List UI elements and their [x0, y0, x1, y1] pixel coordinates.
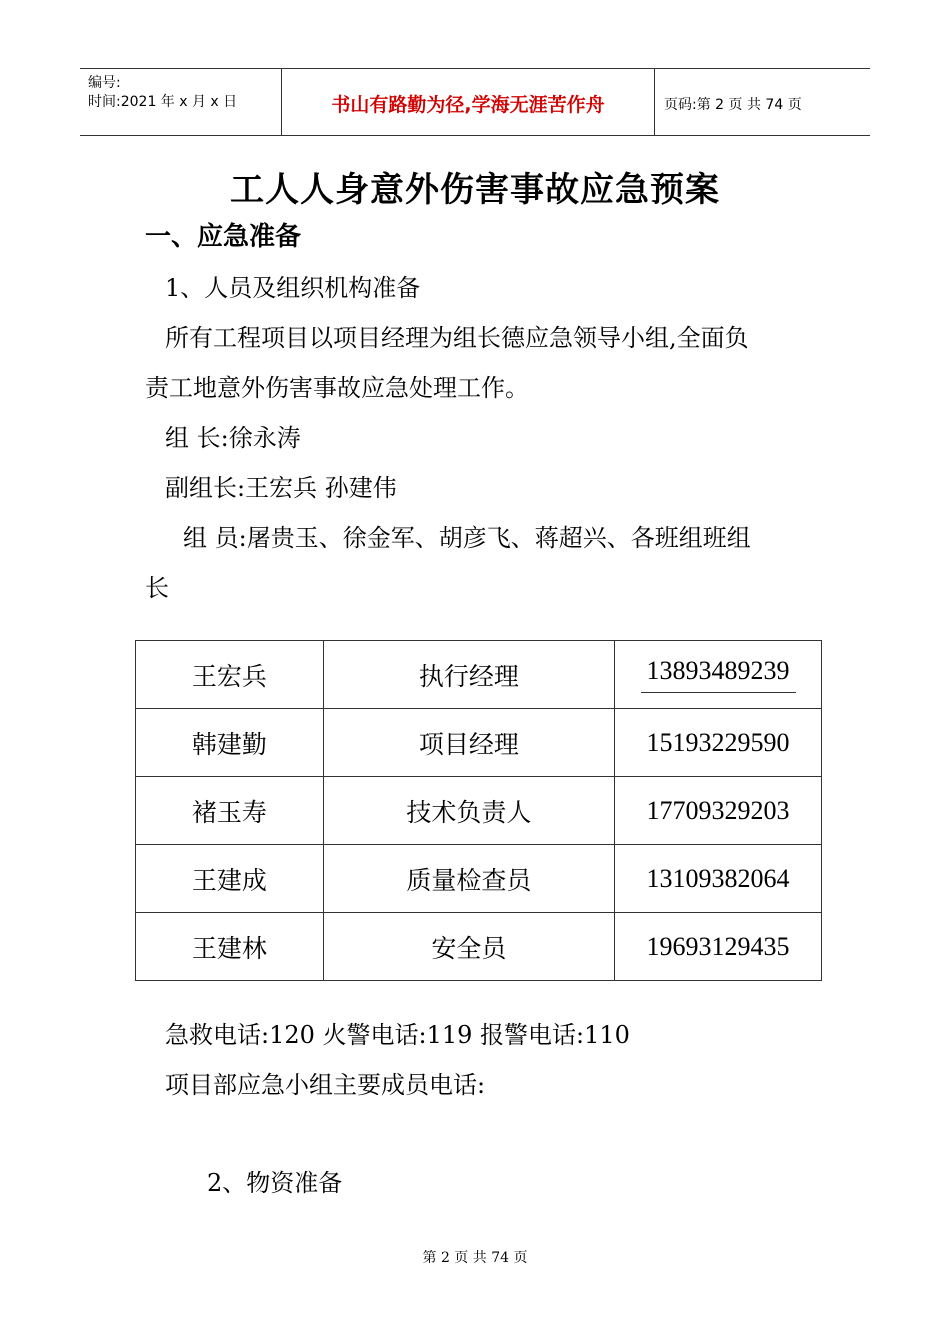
- header-top-rule: [80, 68, 870, 69]
- member-role: 质量检查员: [323, 845, 614, 913]
- member-phone: [615, 641, 822, 709]
- emergency-numbers: 急救电话:120 火警电话:119 报警电话:110: [165, 1021, 630, 1049]
- document-title: 工人人身意外伤害事故应急预案: [230, 170, 720, 210]
- table-row: [136, 777, 822, 845]
- header-motto: 书山有路勤为径,学海无涯苦作舟: [331, 94, 605, 116]
- page-footer: 第 2 页 共 74 页: [422, 1250, 528, 1266]
- member-name: 王建林: [136, 913, 324, 981]
- section-heading-preparation: 一、应急准备: [145, 222, 302, 252]
- subheading-personnel: 1、人员及组织机构准备: [165, 274, 421, 302]
- member-phone-value: 13893489239: [641, 656, 796, 693]
- paragraph-line-2: 责工地意外伤害事故应急处理工作。: [145, 374, 529, 402]
- member-name: 褚玉寿: [136, 777, 324, 845]
- member-phone: 19693129435: [615, 913, 822, 981]
- members-line-1: 组 员:屠贵玉、徐金军、胡彦飞、蒋超兴、各班组班组: [183, 524, 751, 552]
- member-role: 执行经理: [323, 641, 614, 709]
- paragraph-line-1: 所有工程项目以项目经理为组长德应急领导小组,全面负: [165, 324, 749, 352]
- table-row: [136, 709, 822, 777]
- table-row: [136, 913, 822, 981]
- table-row: [136, 845, 822, 913]
- member-role: 技术负责人: [323, 777, 614, 845]
- member-role: 项目经理: [323, 709, 614, 777]
- members-phone-label: 项目部应急小组主要成员电话:: [165, 1071, 486, 1099]
- member-name: 王宏兵: [136, 641, 324, 709]
- header-bottom-rule: [80, 135, 870, 136]
- member-name: 韩建勤: [136, 709, 324, 777]
- members-contact-table: [135, 640, 822, 981]
- header-time-label: 时间:2021 年 x 月 x 日: [88, 94, 238, 110]
- member-phone: 15193229590: [615, 709, 822, 777]
- header-divider-right: [654, 68, 655, 136]
- member-role: 安全员: [323, 913, 614, 981]
- deputy-leader-line: 副组长:王宏兵 孙建伟: [165, 474, 397, 502]
- members-line-2: 长: [145, 574, 169, 602]
- leader-line: 组 长:徐永涛: [165, 424, 301, 452]
- subheading-materials: 2、物资准备: [207, 1169, 343, 1197]
- header-page-label: 页码:第 2 页 共 74 页: [664, 97, 802, 113]
- member-name: 王建成: [136, 845, 324, 913]
- member-phone: 17709329203: [615, 777, 822, 845]
- header-number-label: 编号:: [88, 75, 121, 91]
- table-row: [136, 641, 822, 709]
- member-phone: 13109382064: [615, 845, 822, 913]
